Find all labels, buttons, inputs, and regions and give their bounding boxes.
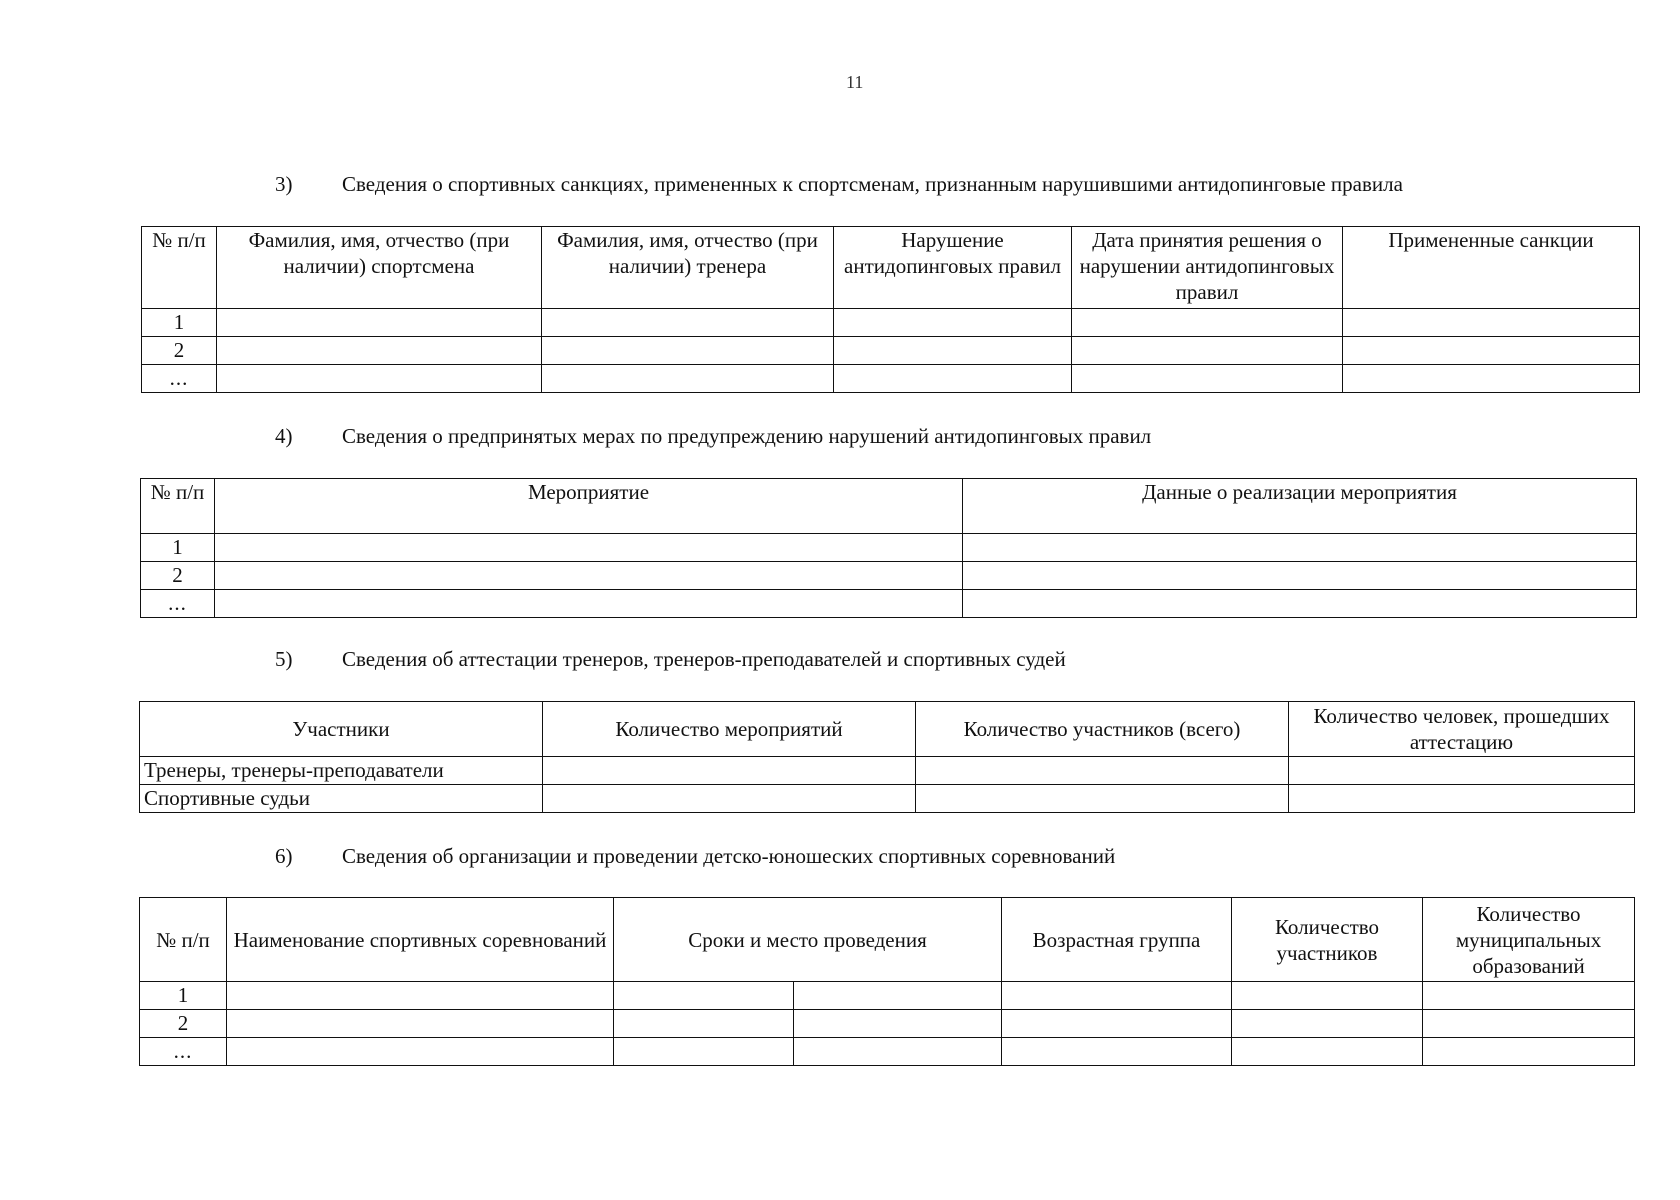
col-header-municipalities-count: Количество муниципальных образований bbox=[1423, 898, 1635, 982]
table-cell bbox=[217, 309, 542, 337]
table-cell bbox=[963, 534, 1637, 562]
table-cell bbox=[614, 982, 794, 1010]
section-5-number: 5) bbox=[275, 647, 293, 671]
table-cell bbox=[542, 365, 834, 393]
table-cell bbox=[215, 562, 963, 590]
section-5-heading bbox=[275, 647, 1066, 672]
col-header-dates-place: Сроки и место проведения bbox=[614, 898, 1002, 982]
section-4-number: 4) bbox=[275, 424, 293, 448]
col-header-athlete-name: Фамилия, имя, отчество (при наличии) спортсмена bbox=[217, 227, 542, 309]
attestation-table bbox=[139, 701, 1635, 813]
col-header-number: № п/п bbox=[141, 479, 215, 534]
col-header-participants: Участники bbox=[140, 702, 543, 757]
table-cell bbox=[217, 365, 542, 393]
col-header-participants-total: Количество участников (всего) bbox=[916, 702, 1289, 757]
table-cell bbox=[215, 590, 963, 618]
table-cell bbox=[1072, 337, 1343, 365]
table-row bbox=[141, 534, 1637, 562]
table-row bbox=[140, 757, 1635, 785]
table-row bbox=[142, 365, 1640, 393]
table-cell bbox=[1232, 982, 1423, 1010]
section-6-heading bbox=[275, 844, 1115, 869]
row-number: 2 bbox=[142, 337, 217, 365]
col-header-implementation: Данные о реализации мероприятия bbox=[963, 479, 1637, 534]
table-cell bbox=[227, 1010, 614, 1038]
table-cell bbox=[1423, 982, 1635, 1010]
table-cell bbox=[542, 309, 834, 337]
row-number: 2 bbox=[141, 562, 215, 590]
table-cell bbox=[543, 785, 916, 813]
row-number: 1 bbox=[141, 534, 215, 562]
table-cell bbox=[1289, 757, 1635, 785]
col-header-measure: Мероприятие bbox=[215, 479, 963, 534]
table-row bbox=[140, 982, 1635, 1010]
row-label-judges: Спортивные судьи bbox=[140, 785, 543, 813]
sanctions-table bbox=[141, 226, 1640, 393]
table-cell bbox=[1072, 365, 1343, 393]
table-cell bbox=[1343, 309, 1640, 337]
table-cell bbox=[794, 1038, 1002, 1066]
table-cell bbox=[916, 757, 1289, 785]
table-cell bbox=[1232, 1010, 1423, 1038]
col-header-number: № п/п bbox=[140, 898, 227, 982]
row-number: 1 bbox=[142, 309, 217, 337]
row-number: ... bbox=[141, 590, 215, 618]
table-cell bbox=[215, 534, 963, 562]
table-cell bbox=[963, 590, 1637, 618]
table-cell bbox=[1002, 1010, 1232, 1038]
row-number: ... bbox=[142, 365, 217, 393]
table-cell bbox=[794, 982, 1002, 1010]
table-row bbox=[141, 562, 1637, 590]
prevention-measures-table bbox=[140, 478, 1637, 618]
table-cell bbox=[1232, 1038, 1423, 1066]
table-cell bbox=[834, 365, 1072, 393]
table-row bbox=[140, 1038, 1635, 1066]
table-cell bbox=[1343, 365, 1640, 393]
row-label-coaches: Тренеры, тренеры-преподаватели bbox=[140, 757, 543, 785]
table-cell bbox=[614, 1010, 794, 1038]
youth-competitions-table bbox=[139, 897, 1635, 1066]
table-cell bbox=[916, 785, 1289, 813]
section-5-title: Сведения об аттестации тренеров, тренеров-преподавателей и спортивных судей bbox=[342, 647, 1066, 671]
col-header-number: № п/п bbox=[142, 227, 217, 309]
page-number: 11 bbox=[846, 72, 864, 92]
section-6-title: Сведения об организации и проведении детско-юношеских спортивных соревнований bbox=[342, 844, 1116, 868]
table-row bbox=[142, 337, 1640, 365]
col-header-certified-count: Количество человек, прошедших аттестацию bbox=[1289, 702, 1635, 757]
table-row bbox=[140, 1010, 1635, 1038]
table-cell bbox=[1423, 1010, 1635, 1038]
table-cell bbox=[614, 1038, 794, 1066]
col-header-age-group: Возрастная группа bbox=[1002, 898, 1232, 982]
table-cell bbox=[1343, 337, 1640, 365]
section-3-number: 3) bbox=[275, 172, 293, 196]
section-4-heading bbox=[275, 424, 1151, 449]
col-header-participants-count: Количество участников bbox=[1232, 898, 1423, 982]
col-header-sanctions: Примененные санкции bbox=[1343, 227, 1640, 309]
row-number: ... bbox=[140, 1038, 227, 1066]
table-row bbox=[140, 785, 1635, 813]
table-cell bbox=[217, 337, 542, 365]
col-header-violation: Нарушение антидопинговых правил bbox=[834, 227, 1072, 309]
col-header-competition-name: Наименование спортивных соревнований bbox=[227, 898, 614, 982]
table-cell bbox=[1002, 1038, 1232, 1066]
table-cell bbox=[227, 1038, 614, 1066]
table-cell bbox=[834, 309, 1072, 337]
col-header-events-count: Количество мероприятий bbox=[543, 702, 916, 757]
table-cell bbox=[1002, 982, 1232, 1010]
table-row bbox=[142, 309, 1640, 337]
table-row bbox=[141, 590, 1637, 618]
section-3-title: Сведения о спортивных санкциях, примененных к спортсменам, признанным нарушившими антидопинговые правила bbox=[342, 172, 1403, 196]
section-3-heading bbox=[275, 172, 1403, 197]
table-cell bbox=[543, 757, 916, 785]
col-header-decision-date: Дата принятия решения о нарушении антидопинговых правил bbox=[1072, 227, 1343, 309]
table-cell bbox=[542, 337, 834, 365]
table-cell bbox=[834, 337, 1072, 365]
table-cell bbox=[1289, 785, 1635, 813]
table-cell bbox=[227, 982, 614, 1010]
row-number: 1 bbox=[140, 982, 227, 1010]
col-header-coach-name: Фамилия, имя, отчество (при наличии) тренера bbox=[542, 227, 834, 309]
table-cell bbox=[794, 1010, 1002, 1038]
table-cell bbox=[1423, 1038, 1635, 1066]
table-cell bbox=[963, 562, 1637, 590]
section-4-title: Сведения о предпринятых мерах по предупреждению нарушений антидопинговых правил bbox=[342, 424, 1152, 448]
section-6-number: 6) bbox=[275, 844, 293, 868]
table-cell bbox=[1072, 309, 1343, 337]
row-number: 2 bbox=[140, 1010, 227, 1038]
